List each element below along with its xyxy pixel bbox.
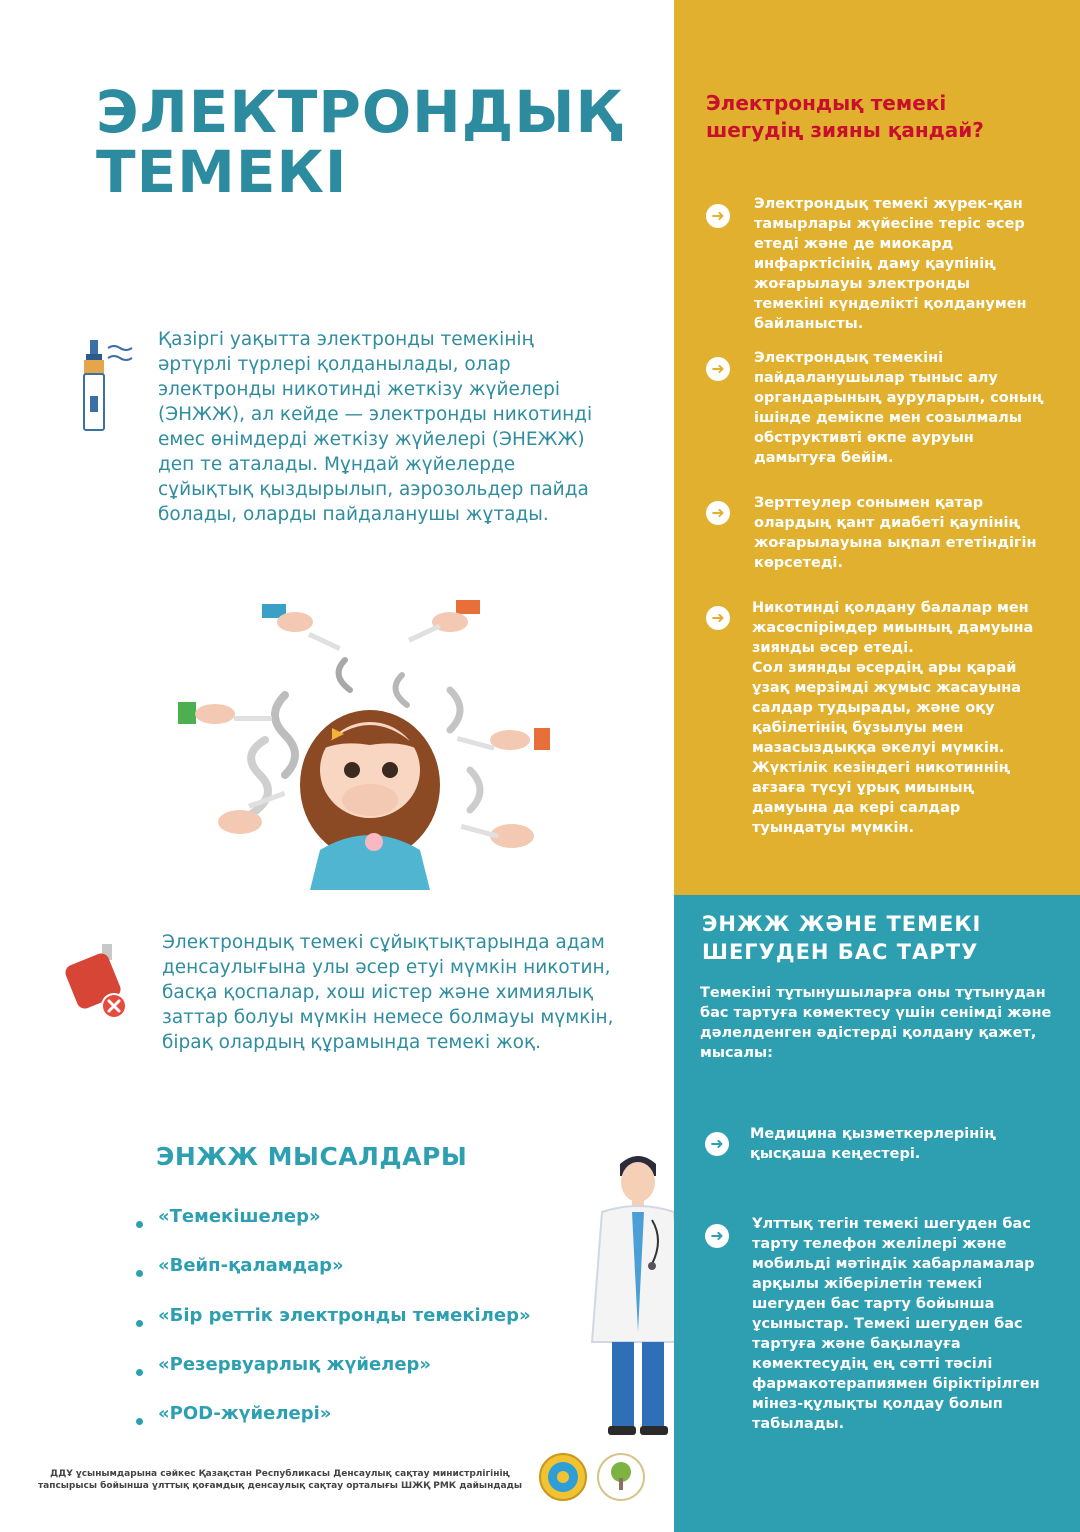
harm-point: Электрондық темекі жүрек-қан тамырлары жүйесіне теріс әсер етеді және де миокард инфарктісінің даму қаупінің жоғарылауы электронды темекіні күнделікті қолданумен байланысты. [754, 196, 1027, 332]
title-line-1: ЭЛЕКТРОНДЫҚ [96, 78, 622, 146]
intro-paragraph: Қазіргі уақытта электронды темекінің әртүрлі түрлері қолданылады, олар электронды никотинді жеткізу жүйелері (ЭНЖЖ), ал кейде — электронды никотинді емес өнімдерді жеткізу жүйелері (ЭНЕЖЖ) деп те аталады. Мұндай жүйелерде сұйықтық қыздырылып, аэрозольдер пайда болады, оларды пайдаланушы жұтады. [158, 329, 593, 525]
arrow-right-icon: ➜ [705, 1132, 729, 1156]
quit-title: ЭНЖЖ ЖӘНЕ ТЕМЕКІ ШЕГУДЕН БАС ТАРТУ [702, 912, 982, 964]
quit-intro: Темекіні тұтынушыларға оны тұтынудан бас тартуға көмектесу үшін сенімді және дәлелденген әдістерді қолдану қажет, мысалы: [700, 985, 1052, 1061]
kazakhstan-emblem-icon [538, 1452, 588, 1502]
example-item: «POD-жүйелері» [158, 1403, 332, 1424]
example-item: «Резервуарлық жүйелер» [158, 1354, 432, 1375]
bullet-dot [136, 1369, 143, 1376]
harm-point: Зерттеулер сонымен қатар олардың қант диабеті қаупінің жоғарылауына ықпал ететіндігін көрсетеді. [754, 495, 1037, 571]
quit-point: Ұлттық тегін темекі шегуден бас тарту телефон желілері және мобильді мәтіндік хабарламалар арқылы жіберілетін темекі шегуден бас тарту бойынша ұсыныстар. Темекі шегуден бас тартуға және бақылауға көмектесудің ең сәтті тәсілі фармакотерапиямен біріктірілген мінез-құлықты қолдау болып табылады. [752, 1216, 1040, 1432]
arrow-right-icon: ➜ [705, 1224, 729, 1248]
ingredients-paragraph: Электрондық темекі сұйықтықтарында адам денсаулығына улы әсер етуі мүмкін никотин, басқа қоспалар, хош иістер және химиялық заттар болуы мүмкін немесе болмауы мүмкін, бірақ олардың құрамында темекі жоқ. [162, 932, 614, 1053]
page-title [96, 78, 622, 206]
example-item: «Темекішелер» [158, 1206, 321, 1227]
bullet-dot [136, 1270, 143, 1277]
footer-credit [30, 1468, 530, 1492]
public-health-center-logo-icon [596, 1452, 646, 1502]
footer-line-2: тапсырысы бойынша ұлттық қоғамдық денсаулық сақтау орталығы ШЖҚ РМК дайындады [37, 1481, 523, 1491]
pod-device-forbidden-icon [64, 940, 132, 1024]
example-item: «Вейп-қаламдар» [158, 1255, 344, 1276]
arrow-right-icon: ➜ [706, 357, 730, 381]
title-line-2: ТЕМЕКІ [96, 138, 348, 206]
footer-line-1: ДДҰ ұсынымдарына сәйкес Қазақстан Республикасы Денсаулық сақтау министрлігінің [50, 1469, 510, 1479]
arrow-right-icon: ➜ [706, 501, 730, 525]
arrow-right-icon: ➜ [706, 606, 730, 630]
vape-pen-icon [78, 330, 134, 434]
examples-title: ЭНЖЖ МЫСАЛДАРЫ [156, 1142, 468, 1171]
harm-point: Сол зиянды әсердің ары қарай ұзақ мерзімді жұмыс жасауына салдар тудырады, және оқу қабілетінің бұзылуы мен мазасыздыққа әкелуі мүмкін. Жүктілік кезіндегі никотиннің ағзаға түсуі ұрық миының дамуына да кері салдар туындатуы мүмкін. [752, 660, 1022, 836]
child-smoke-illustration [170, 590, 550, 890]
bullet-dot [136, 1418, 143, 1425]
quit-point: Медицина қызметкерлерінің қысқаша кеңестері. [750, 1126, 996, 1162]
bullet-dot [136, 1221, 143, 1228]
arrow-right-icon: ➜ [706, 204, 730, 228]
harm-question: Электрондық темекі шегудің зияны қандай? [706, 91, 984, 142]
bullet-dot [136, 1320, 143, 1327]
example-item: «Бір реттік электронды темекілер» [158, 1305, 531, 1326]
harm-point: Электрондық темекіні пайдаланушылар тыныс алу органдарының ауруларын, соның ішінде демікпе мен созылмалы обструктивті өкпе ауруын дамытуға бейім. [754, 350, 1044, 466]
harm-point: Никотинді қолдану балалар мен жасөспірімдер миының дамуына зиянды әсер етеді. [752, 600, 1034, 656]
